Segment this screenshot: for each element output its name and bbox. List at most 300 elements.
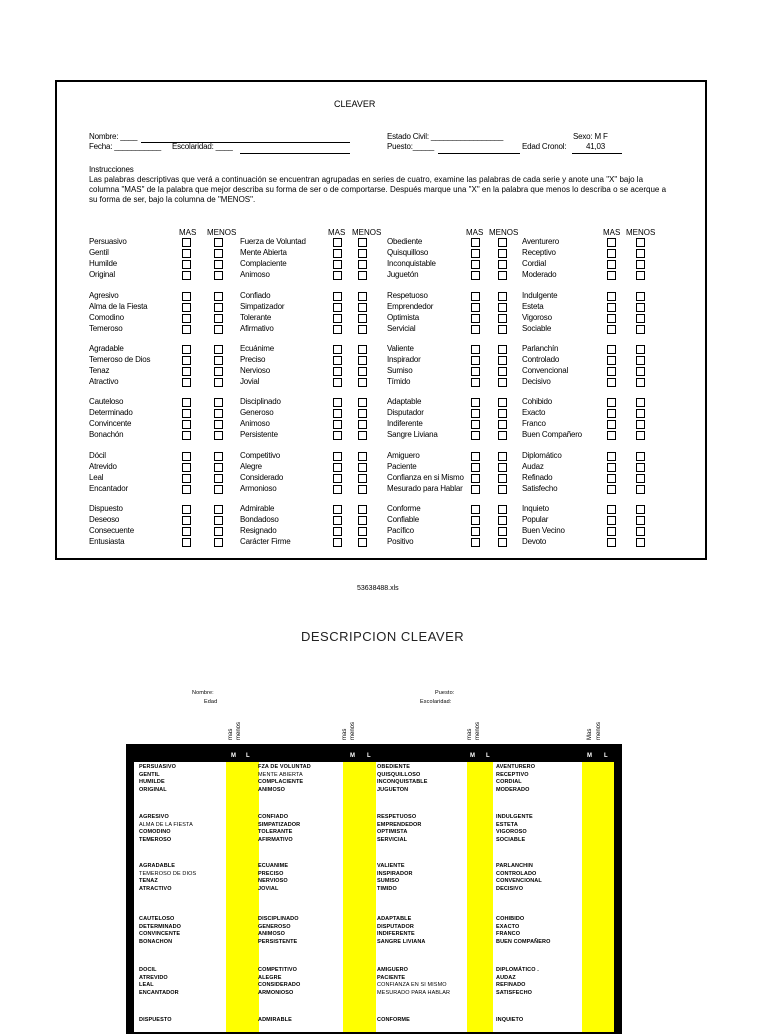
mas-checkbox[interactable]	[471, 516, 480, 525]
word-label: Simpatizador	[240, 302, 285, 311]
menos-checkbox[interactable]	[498, 292, 507, 301]
mas-checkbox[interactable]	[333, 485, 342, 494]
s2-word-label: INCONQUISTABLE	[377, 779, 428, 786]
mas-checkbox[interactable]	[471, 303, 480, 312]
menos-checkbox[interactable]	[636, 238, 645, 247]
menos-checkbox[interactable]	[358, 345, 367, 354]
s2-word-label: PACIENTE	[377, 974, 406, 981]
word-label: Temeroso	[89, 324, 123, 333]
mas-checkbox[interactable]	[333, 538, 342, 547]
mas-checkbox[interactable]	[607, 452, 616, 461]
mas-checkbox[interactable]	[182, 398, 191, 407]
menos-checkbox[interactable]	[498, 378, 507, 387]
menos-checkbox[interactable]	[498, 485, 507, 494]
menos-checkbox[interactable]	[498, 271, 507, 280]
menos-checkbox[interactable]	[214, 249, 223, 258]
mas-checkbox[interactable]	[333, 463, 342, 472]
mas-checkbox[interactable]	[333, 378, 342, 387]
menos-checkbox[interactable]	[498, 463, 507, 472]
mas-checkbox[interactable]	[607, 314, 616, 323]
word-label: Alma de la Fiesta	[89, 302, 148, 311]
menos-checkbox[interactable]	[358, 367, 367, 376]
word-label: Inspirador	[387, 355, 421, 364]
mas-checkbox[interactable]	[607, 303, 616, 312]
m-label-3: M	[470, 753, 475, 759]
word-label: Quisquilloso	[387, 248, 429, 257]
menos-checkbox[interactable]	[358, 474, 367, 483]
mas-checkbox[interactable]	[333, 474, 342, 483]
section-title: DESCRIPCION CLEAVER	[301, 629, 465, 644]
mas-checkbox[interactable]	[471, 325, 480, 334]
mas-checkbox[interactable]	[182, 238, 191, 247]
mas-checkbox[interactable]	[607, 516, 616, 525]
mas-checkbox[interactable]	[333, 314, 342, 323]
menos-checkbox[interactable]	[214, 303, 223, 312]
mas-checkbox[interactable]	[607, 238, 616, 247]
mas-checkbox[interactable]	[607, 378, 616, 387]
mas-checkbox[interactable]	[607, 463, 616, 472]
l-label-2: L	[367, 753, 371, 759]
menos-checkbox[interactable]	[214, 538, 223, 547]
s2-word-label: MENTE ABIERTA	[258, 771, 303, 778]
mas-header-2: MAS	[328, 228, 346, 237]
menos-checkbox[interactable]	[214, 398, 223, 407]
menos-checkbox[interactable]	[636, 398, 645, 407]
edad-field[interactable]	[572, 153, 622, 154]
s2-word-label: ADAPTABLE	[377, 916, 412, 922]
mas-checkbox[interactable]	[471, 314, 480, 323]
mas-checkbox[interactable]	[607, 474, 616, 483]
word-label: Generoso	[240, 408, 274, 417]
menos-checkbox[interactable]	[498, 474, 507, 483]
word-label: Diplomático	[522, 451, 562, 460]
mas-checkbox[interactable]	[471, 398, 480, 407]
m-label-4: M	[587, 753, 592, 759]
word-label: Buen Compañero	[522, 430, 582, 439]
menos-checkbox[interactable]	[358, 325, 367, 334]
mas-checkbox[interactable]	[471, 431, 480, 440]
menos-checkbox[interactable]	[214, 474, 223, 483]
word-label: Optimista	[387, 313, 419, 322]
menos-checkbox[interactable]	[498, 367, 507, 376]
mas-checkbox[interactable]	[607, 249, 616, 258]
mas-checkbox[interactable]	[607, 367, 616, 376]
mas-checkbox[interactable]	[607, 409, 616, 418]
l-label-4: L	[604, 753, 608, 759]
menos-checkbox[interactable]	[358, 303, 367, 312]
word-label: Inconquistable	[387, 259, 436, 268]
word-label: Tímido	[387, 377, 411, 386]
vert-mas-2: mas	[342, 728, 348, 740]
menos-checkbox[interactable]	[498, 452, 507, 461]
mas-checkbox[interactable]	[333, 356, 342, 365]
word-label: Gentil	[89, 248, 109, 257]
menos-checkbox[interactable]	[358, 398, 367, 407]
s2-word-label: OPTIMISTA	[377, 829, 408, 836]
word-label: Bonachón	[89, 430, 124, 439]
menos-checkbox[interactable]	[636, 420, 645, 429]
word-label: Jovial	[240, 377, 260, 386]
menos-checkbox[interactable]	[214, 463, 223, 472]
word-label: Alegre	[240, 462, 262, 471]
s2-word-label: HUMILDE	[139, 779, 165, 786]
menos-checkbox[interactable]	[214, 260, 223, 269]
mas-checkbox[interactable]	[471, 485, 480, 494]
mas-checkbox[interactable]	[333, 303, 342, 312]
word-label: Valiente	[387, 344, 414, 353]
word-label: Preciso	[240, 355, 266, 364]
mas-checkbox[interactable]	[471, 271, 480, 280]
menos-checkbox[interactable]	[358, 356, 367, 365]
mas-checkbox[interactable]	[471, 378, 480, 387]
s2-word-label: DISCIPLINADO	[258, 916, 299, 922]
menos-checkbox[interactable]	[636, 452, 645, 461]
vert-menos-1: menos	[236, 721, 242, 740]
menos-checkbox[interactable]	[214, 356, 223, 365]
vert-menos-2: menos	[350, 721, 356, 740]
menos-checkbox[interactable]	[358, 505, 367, 514]
word-label: Positivo	[387, 537, 414, 546]
menos-checkbox[interactable]	[214, 345, 223, 354]
s2-word-label: CONFIADO	[258, 814, 289, 820]
menos-checkbox[interactable]	[358, 260, 367, 269]
menos-header-2: MENOS	[352, 228, 382, 237]
mas-checkbox[interactable]	[471, 538, 480, 547]
mas-checkbox[interactable]	[182, 292, 191, 301]
s2-word-label: NERVIOSO	[258, 878, 288, 885]
s2-word-label: RESPETUOSO	[377, 814, 417, 820]
menos-checkbox[interactable]	[636, 345, 645, 354]
mas-checkbox[interactable]	[182, 303, 191, 312]
s2-word-label: SUMISO	[377, 878, 400, 885]
mas-checkbox[interactable]	[607, 485, 616, 494]
mas-checkbox[interactable]	[182, 505, 191, 514]
s2-word-label: TEMEROSO	[139, 837, 172, 844]
menos-checkbox[interactable]	[636, 271, 645, 280]
mas-checkbox[interactable]	[471, 452, 480, 461]
menos-checkbox[interactable]	[636, 325, 645, 334]
word-label: Deseoso	[89, 515, 120, 524]
menos-checkbox[interactable]	[214, 516, 223, 525]
mas-checkbox[interactable]	[607, 345, 616, 354]
mas-checkbox[interactable]	[333, 249, 342, 258]
menos-checkbox[interactable]	[498, 325, 507, 334]
mas-checkbox[interactable]	[333, 367, 342, 376]
menos-checkbox[interactable]	[636, 431, 645, 440]
menos-checkbox[interactable]	[636, 505, 645, 514]
mas-checkbox[interactable]	[182, 260, 191, 269]
menos-checkbox[interactable]	[498, 420, 507, 429]
menos-checkbox[interactable]	[358, 485, 367, 494]
mas-checkbox[interactable]	[182, 485, 191, 494]
mas-checkbox[interactable]	[333, 431, 342, 440]
s2-word-label: MESURADO PARA HABLAR	[377, 990, 451, 997]
word-label: Bondadoso	[240, 515, 279, 524]
s2-word-label: GENEROSO	[258, 923, 291, 930]
menos-checkbox[interactable]	[358, 452, 367, 461]
vert-mas-1: mas	[228, 728, 234, 740]
menos-checkbox[interactable]	[636, 463, 645, 472]
word-label: Agradable	[89, 344, 124, 353]
menos-checkbox[interactable]	[636, 538, 645, 547]
mas-checkbox[interactable]	[471, 474, 480, 483]
s2-word-label: PERSUASIVO	[139, 764, 177, 770]
mas-checkbox[interactable]	[471, 409, 480, 418]
menos-checkbox[interactable]	[636, 516, 645, 525]
menos-checkbox[interactable]	[498, 398, 507, 407]
s2-word-label: AGRADABLE	[139, 863, 176, 869]
menos-checkbox[interactable]	[498, 409, 507, 418]
menos-checkbox[interactable]	[214, 367, 223, 376]
menos-checkbox[interactable]	[498, 314, 507, 323]
s2-word-label: ADMIRABLE	[258, 1017, 292, 1023]
menos-checkbox[interactable]	[214, 452, 223, 461]
word-label: Atrevido	[89, 462, 117, 471]
mas-checkbox[interactable]	[182, 271, 191, 280]
menos-checkbox[interactable]	[358, 516, 367, 525]
menos-checkbox[interactable]	[214, 409, 223, 418]
escolaridad-field[interactable]	[240, 153, 350, 154]
mas-checkbox[interactable]	[607, 292, 616, 301]
word-label: Tolerante	[240, 313, 272, 322]
s2-escolaridad-label: Escolaridad:	[420, 699, 452, 705]
m-label-2: M	[350, 753, 355, 759]
menos-checkbox[interactable]	[214, 314, 223, 323]
menos-checkbox[interactable]	[498, 527, 507, 536]
menos-checkbox[interactable]	[214, 238, 223, 247]
mas-checkbox[interactable]	[182, 345, 191, 354]
s2-word-label: ECUANIME	[258, 863, 289, 869]
mas-checkbox[interactable]	[182, 527, 191, 536]
s2-word-label: ALEGRE	[258, 974, 282, 981]
mas-checkbox[interactable]	[607, 538, 616, 547]
menos-checkbox[interactable]	[358, 378, 367, 387]
mas-checkbox[interactable]	[182, 367, 191, 376]
menos-checkbox[interactable]	[214, 420, 223, 429]
menos-checkbox[interactable]	[214, 527, 223, 536]
menos-checkbox[interactable]	[498, 516, 507, 525]
menos-checkbox[interactable]	[498, 356, 507, 365]
word-label: Considerado	[240, 473, 284, 482]
mas-checkbox[interactable]	[471, 345, 480, 354]
s2-word-label: ENCANTADOR	[139, 990, 179, 997]
menos-checkbox[interactable]	[358, 527, 367, 536]
menos-checkbox[interactable]	[498, 505, 507, 514]
menos-checkbox[interactable]	[636, 409, 645, 418]
mas-checkbox[interactable]	[182, 516, 191, 525]
menos-checkbox[interactable]	[636, 356, 645, 365]
menos-checkbox[interactable]	[636, 292, 645, 301]
word-label: Tenaz	[89, 366, 110, 375]
s2-word-label: CONSIDERADO	[258, 982, 301, 989]
mas-checkbox[interactable]	[182, 356, 191, 365]
s2-word-label: TOLERANTE	[258, 829, 293, 836]
word-label: Sumiso	[387, 366, 413, 375]
s2-word-label: MODERADO	[496, 787, 530, 794]
vert-mas-3: mas	[467, 728, 473, 740]
word-label: Leal	[89, 473, 104, 482]
menos-checkbox[interactable]	[498, 303, 507, 312]
menos-checkbox[interactable]	[498, 260, 507, 269]
mas-checkbox[interactable]	[182, 452, 191, 461]
mas-checkbox[interactable]	[333, 292, 342, 301]
s2-ml-col-3	[467, 762, 493, 1032]
menos-checkbox[interactable]	[498, 538, 507, 547]
word-label: Popular	[522, 515, 549, 524]
mas-checkbox[interactable]	[182, 314, 191, 323]
mas-checkbox[interactable]	[182, 249, 191, 258]
menos-checkbox[interactable]	[498, 249, 507, 258]
mas-checkbox[interactable]	[333, 238, 342, 247]
word-label: Agresivo	[89, 291, 119, 300]
puesto-field[interactable]	[438, 153, 520, 154]
menos-checkbox[interactable]	[358, 409, 367, 418]
mas-checkbox[interactable]	[333, 271, 342, 280]
mas-checkbox[interactable]	[607, 505, 616, 514]
mas-checkbox[interactable]	[333, 345, 342, 354]
s2-word-label: AMIGUERO	[377, 967, 409, 973]
mas-checkbox[interactable]	[471, 527, 480, 536]
menos-checkbox[interactable]	[358, 238, 367, 247]
menos-checkbox[interactable]	[636, 260, 645, 269]
word-label: Indiferente	[387, 419, 423, 428]
mas-checkbox[interactable]	[182, 538, 191, 547]
menos-checkbox[interactable]	[214, 378, 223, 387]
s2-word-label: BUEN COMPAÑERO	[496, 939, 551, 946]
word-label: Determinado	[89, 408, 133, 417]
mas-checkbox[interactable]	[607, 398, 616, 407]
menos-checkbox[interactable]	[498, 238, 507, 247]
mas-checkbox[interactable]	[182, 463, 191, 472]
menos-checkbox[interactable]	[636, 314, 645, 323]
menos-checkbox[interactable]	[636, 474, 645, 483]
menos-checkbox[interactable]	[358, 431, 367, 440]
mas-checkbox[interactable]	[471, 463, 480, 472]
mas-checkbox[interactable]	[607, 271, 616, 280]
s2-ml-col-2	[343, 762, 376, 1032]
word-label: Mente Abierta	[240, 248, 287, 257]
menos-checkbox[interactable]	[214, 292, 223, 301]
word-label: Humilde	[89, 259, 117, 268]
menos-checkbox[interactable]	[636, 303, 645, 312]
mas-checkbox[interactable]	[333, 420, 342, 429]
menos-checkbox[interactable]	[358, 314, 367, 323]
menos-checkbox[interactable]	[498, 345, 507, 354]
mas-checkbox[interactable]	[333, 505, 342, 514]
mas-checkbox[interactable]	[607, 431, 616, 440]
menos-checkbox[interactable]	[358, 292, 367, 301]
menos-checkbox[interactable]	[358, 420, 367, 429]
menos-checkbox[interactable]	[358, 538, 367, 547]
mas-checkbox[interactable]	[607, 325, 616, 334]
word-label: Receptivo	[522, 248, 556, 257]
mas-checkbox[interactable]	[471, 292, 480, 301]
word-label: Convencional	[522, 366, 569, 375]
word-label: Encantador	[89, 484, 128, 493]
s2-word-label: FZA DE VOLUNTAD	[258, 764, 311, 770]
mas-checkbox[interactable]	[333, 260, 342, 269]
vert-menos-4: menos	[596, 721, 602, 740]
menos-checkbox[interactable]	[636, 367, 645, 376]
word-label: Audaz	[522, 462, 544, 471]
mas-checkbox[interactable]	[471, 260, 480, 269]
menos-checkbox[interactable]	[214, 271, 223, 280]
mas-checkbox[interactable]	[471, 367, 480, 376]
s2-word-label: CONFORME	[377, 1017, 410, 1023]
word-label: Indulgente	[522, 291, 558, 300]
menos-checkbox[interactable]	[636, 485, 645, 494]
mas-checkbox[interactable]	[333, 452, 342, 461]
mas-checkbox[interactable]	[333, 398, 342, 407]
menos-checkbox[interactable]	[636, 378, 645, 387]
s2-word-label: INQUIETO	[496, 1017, 524, 1023]
word-label: Entusiasta	[89, 537, 125, 546]
s2-word-label: SANGRE LIVIANA	[377, 939, 426, 946]
mas-checkbox[interactable]	[182, 474, 191, 483]
edad-label: Edad Cronol:	[522, 142, 567, 151]
s2-word-label: DISPUTADOR	[377, 923, 414, 930]
mas-checkbox[interactable]	[182, 409, 191, 418]
estado-civil-label: Estado Civil: _________________	[387, 132, 504, 141]
mas-checkbox[interactable]	[471, 356, 480, 365]
mas-checkbox[interactable]	[607, 356, 616, 365]
mas-checkbox[interactable]	[471, 420, 480, 429]
menos-checkbox[interactable]	[358, 249, 367, 258]
word-label: Nervioso	[240, 366, 270, 375]
word-label: Refinado	[522, 473, 553, 482]
mas-checkbox[interactable]	[607, 420, 616, 429]
instructions-text: Las palabras descriptivas que verá a continuación se encuentran agrupadas en series de cuatro, examine las palabras de cada serie y anote una "X" bajo la columna "MAS" de la palabra que mejor describa su forma de ser o de comportarse. Después marque una "X" en la palabra que menos lo describa o se acerque a su forma de ser, bajo la columna de "MENOS".	[89, 175, 667, 204]
s2-word-label: QUISQUILLOSO	[377, 771, 421, 778]
mas-checkbox[interactable]	[471, 238, 480, 247]
word-label: Buen Vecino	[522, 526, 565, 535]
menos-checkbox[interactable]	[214, 505, 223, 514]
word-label: Competitivo	[240, 451, 281, 460]
mas-checkbox[interactable]	[471, 505, 480, 514]
mas-checkbox[interactable]	[607, 527, 616, 536]
mas-checkbox[interactable]	[607, 260, 616, 269]
mas-checkbox[interactable]	[471, 249, 480, 258]
menos-checkbox[interactable]	[636, 527, 645, 536]
mas-checkbox[interactable]	[333, 527, 342, 536]
mas-checkbox[interactable]	[182, 420, 191, 429]
menos-checkbox[interactable]	[498, 431, 507, 440]
menos-checkbox[interactable]	[358, 271, 367, 280]
mas-checkbox[interactable]	[182, 378, 191, 387]
menos-checkbox[interactable]	[214, 325, 223, 334]
mas-checkbox[interactable]	[182, 325, 191, 334]
s2-word-label: SOCIABLE	[496, 837, 526, 844]
mas-checkbox[interactable]	[333, 516, 342, 525]
menos-checkbox[interactable]	[214, 485, 223, 494]
word-label: Moderado	[522, 270, 557, 279]
menos-checkbox[interactable]	[214, 431, 223, 440]
menos-checkbox[interactable]	[636, 249, 645, 258]
s2-word-label: AVENTURERO	[496, 764, 536, 770]
mas-checkbox[interactable]	[333, 325, 342, 334]
word-label: Atractivo	[89, 377, 119, 386]
s2-word-label: EMPRENDEDOR	[377, 821, 422, 828]
mas-checkbox[interactable]	[333, 409, 342, 418]
menos-checkbox[interactable]	[358, 463, 367, 472]
s2-word-label: SIMPATIZADOR	[258, 821, 301, 828]
s2-word-label: JUGUETON	[377, 787, 409, 794]
s2-word-label: AUDAZ	[496, 974, 516, 981]
mas-checkbox[interactable]	[182, 431, 191, 440]
word-label: Carácter Firme	[240, 537, 291, 546]
word-label: Complaciente	[240, 259, 287, 268]
word-label: Animoso	[240, 419, 270, 428]
